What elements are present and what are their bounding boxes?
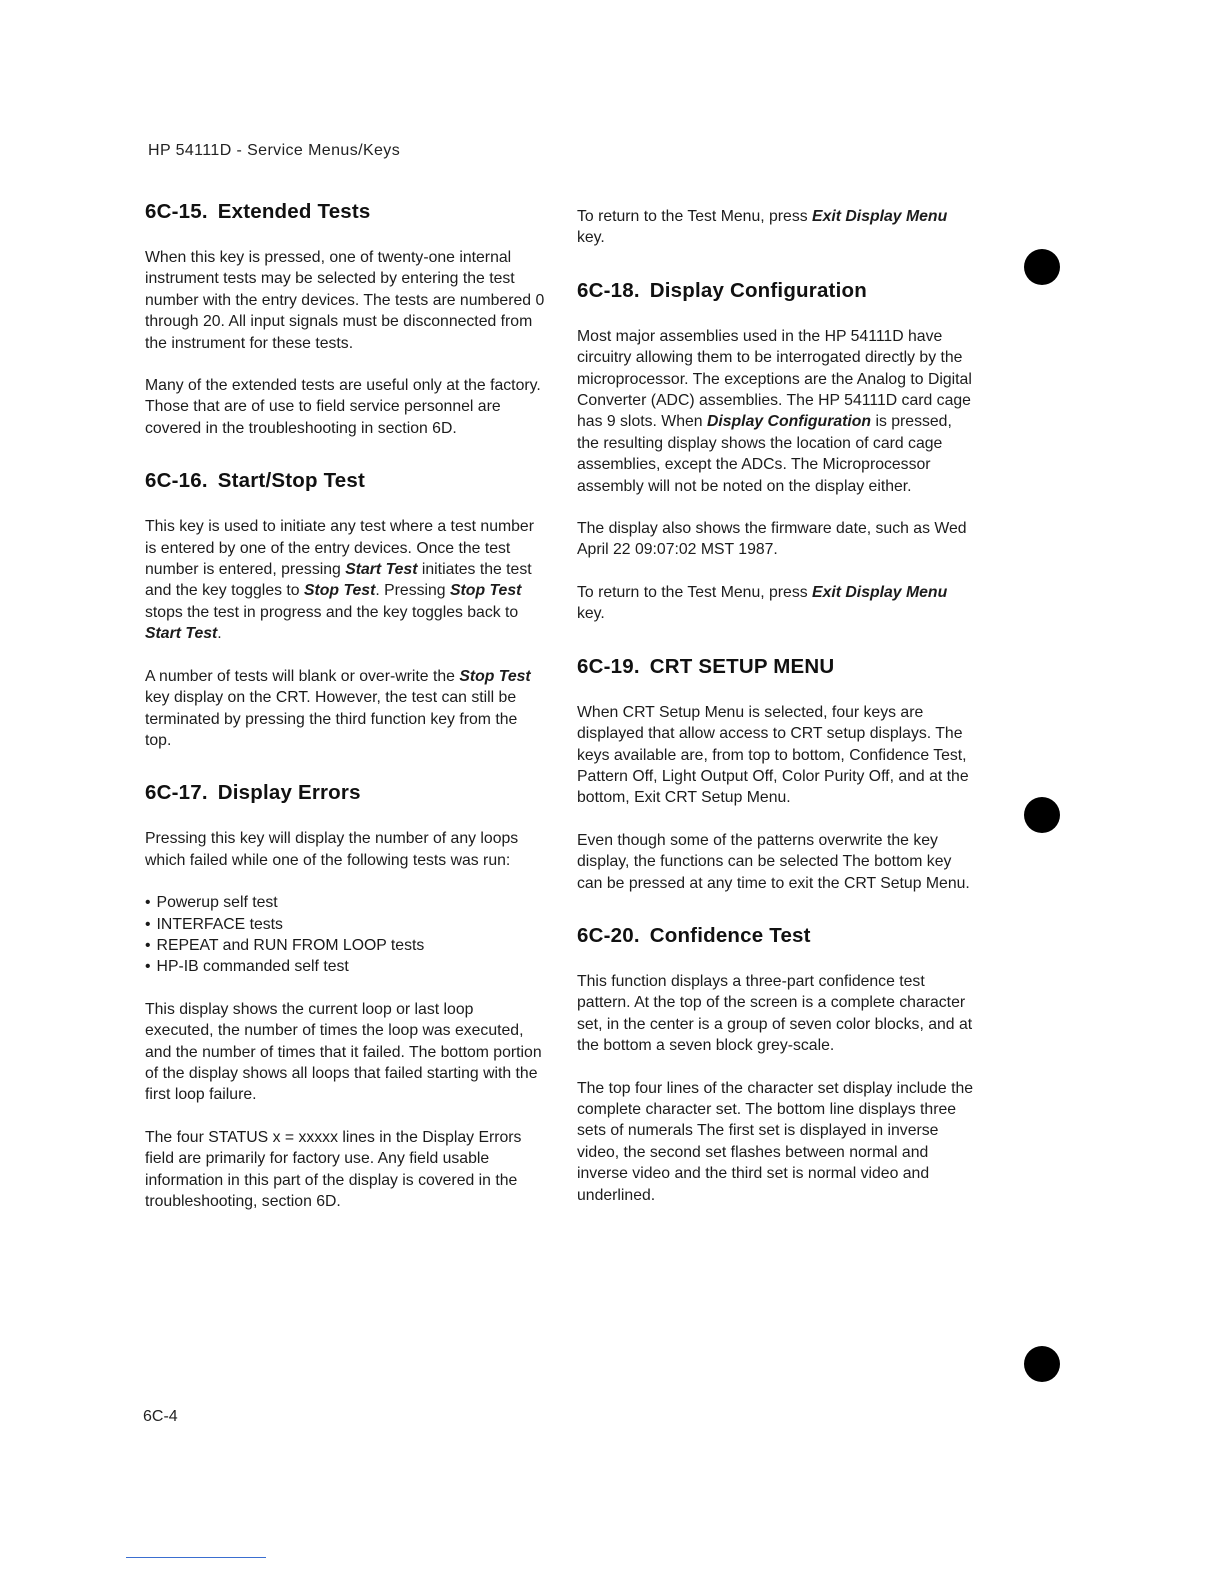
text-run: initiates the test and the key toggles to xyxy=(145,561,532,600)
paragraph xyxy=(145,666,545,752)
text-run: . Pressing xyxy=(375,582,450,600)
paragraph: The top four lines of the character set display include the complete character set. The bottom line displays three sets of numerals The first set is displayed in inverse video, the second set flashes between normal and inverse video and the third set is normal video and underlined. xyxy=(577,1079,974,1204)
intro-return-note xyxy=(577,206,977,249)
paragraph: Pressing this key will display the number of any loops which failed while one of the following tests was run: xyxy=(145,830,519,869)
paragraph: The four STATUS x = xxxxx lines in the Display Errors field are primarily for factory use. Any field usable information in this part of the display is covered in the troubleshooting, section 6D. xyxy=(145,1128,522,1210)
list-item: • REPEAT and RUN FROM LOOP tests xyxy=(145,935,545,956)
page-header: HP 54111D - Service Menus/Keys xyxy=(148,142,401,159)
section-number: 6C-17. xyxy=(145,781,208,805)
section-heading xyxy=(577,655,977,679)
section-crt-setup-menu xyxy=(577,655,977,894)
binder-hole-top xyxy=(1024,249,1060,285)
paragraph: Many of the extended tests are useful only at the factory. Those that are of use to field service personnel are covered in the troubleshooting in section 6D. xyxy=(145,377,541,437)
list-item: • INTERFACE tests xyxy=(145,914,545,935)
section-display-configuration xyxy=(577,279,977,625)
section-number: 6C-19. xyxy=(577,654,640,678)
text-run: To return to the Test Menu, press xyxy=(577,583,813,601)
text-run: key display on the CRT. However, the test can still be terminated by pressing the third function key from the top. xyxy=(145,689,518,749)
section-heading xyxy=(577,924,977,948)
section-number: 6C-18. xyxy=(577,278,640,302)
section-title: Extended Tests xyxy=(217,200,371,223)
text-run: Most major assemblies used in the HP 54111D have circuitry allowing them to be interrogated directly by the microprocessor. The exceptions are the Analog to Digital Converter (ADC) assemblies. The HP 54111D card cage has 9 slots. When xyxy=(577,327,972,431)
section-title: Display Errors xyxy=(217,781,361,805)
paragraph: Even though some of the patterns overwrite the key display, the functions can be selected The bottom key can be pressed at any time to exit the CRT Setup Menu. xyxy=(577,831,970,892)
left-column xyxy=(145,200,545,1242)
section-number: 6C-16. xyxy=(145,469,208,493)
key-name: Start Test xyxy=(345,561,418,579)
bullet-list xyxy=(145,892,545,978)
section-number: 6C-15. xyxy=(145,200,208,223)
key-name: Exit Display Menu xyxy=(812,208,948,225)
section-title: Confidence Test xyxy=(649,923,811,947)
section-display-errors xyxy=(145,781,545,1212)
section-title: Display Configuration xyxy=(649,278,867,302)
paragraph: The display also shows the firmware date, such as Wed April 22 09:07:02 MST 1987. xyxy=(577,520,967,559)
text-run: key. xyxy=(577,229,605,247)
section-title: CRT SETUP MENU xyxy=(649,654,835,678)
binder-hole-bottom xyxy=(1024,1346,1060,1382)
paragraph: This function displays a three-part confidence test pattern. At the top of the screen is a complete character set, in the center is a group of seven color blocks, and at the bottom a seven block grey-scale. xyxy=(577,972,973,1055)
section-heading xyxy=(145,469,545,493)
text-run: is pressed, the resulting display shows the location of card cage assemblies, except the ADCs. The Microprocessor assembly will not be noted on the display either. xyxy=(577,413,952,495)
paragraph: This display shows the current loop or last loop executed, the number of times the loop was executed, and the number of times that it failed. The bottom portion of the display shows all loops that failed starting with the first loop failure. xyxy=(145,1000,542,1104)
key-name: Stop Test xyxy=(459,667,531,685)
list-item: • Powerup self test xyxy=(145,892,545,913)
paragraph xyxy=(577,582,977,625)
paragraph xyxy=(577,326,977,497)
paragraph: When CRT Setup Menu is selected, four keys are displayed that allow access to CRT setup displays. The keys available are, from top to bottom, Confidence Test, Pattern Off, Light Output Off, Color Purity Off, and at the bottom, Exit CRT Setup Menu. xyxy=(577,703,969,807)
section-extended-tests xyxy=(145,200,545,439)
page-number: 6C-4 xyxy=(143,1408,178,1425)
right-column xyxy=(577,206,977,1236)
text-run: key. xyxy=(577,605,605,623)
binder-hole-middle xyxy=(1024,797,1060,833)
list-item: • HP-IB commanded self test xyxy=(145,956,545,977)
key-name: Exit Display Menu xyxy=(812,583,948,601)
section-title: Start/Stop Test xyxy=(217,469,366,493)
text-run: This key is used to initiate any test where a test number is entered by one of the entry devices. Once the test number is entered, pressing xyxy=(145,518,534,579)
section-heading xyxy=(145,781,545,805)
text-run: . xyxy=(217,625,222,643)
section-number: 6C-20. xyxy=(577,923,640,947)
key-name: Stop Test xyxy=(450,582,522,600)
key-name: Display Configuration xyxy=(706,413,872,431)
paragraph: When this key is pressed, one of twenty-one internal instrument tests may be selected by entering the test number with the entry devices. The tests are numbered 0 through 20. All input signals must be disconnected from the instrument for these tests. xyxy=(145,249,545,352)
section-heading xyxy=(145,200,545,224)
section-confidence-test xyxy=(577,924,977,1206)
footnote-rule xyxy=(126,1557,266,1558)
text-run: A number of tests will blank or over-write the xyxy=(145,667,460,685)
text-run: stops the test in progress and the key toggles back to xyxy=(145,603,519,621)
text-run: To return to the Test Menu, press xyxy=(577,208,813,225)
paragraph xyxy=(577,206,977,249)
key-name: Stop Test xyxy=(303,582,376,600)
section-heading xyxy=(577,279,977,303)
section-start-stop-test xyxy=(145,469,545,751)
paragraph xyxy=(145,516,545,644)
key-name: Start Test xyxy=(145,625,218,643)
